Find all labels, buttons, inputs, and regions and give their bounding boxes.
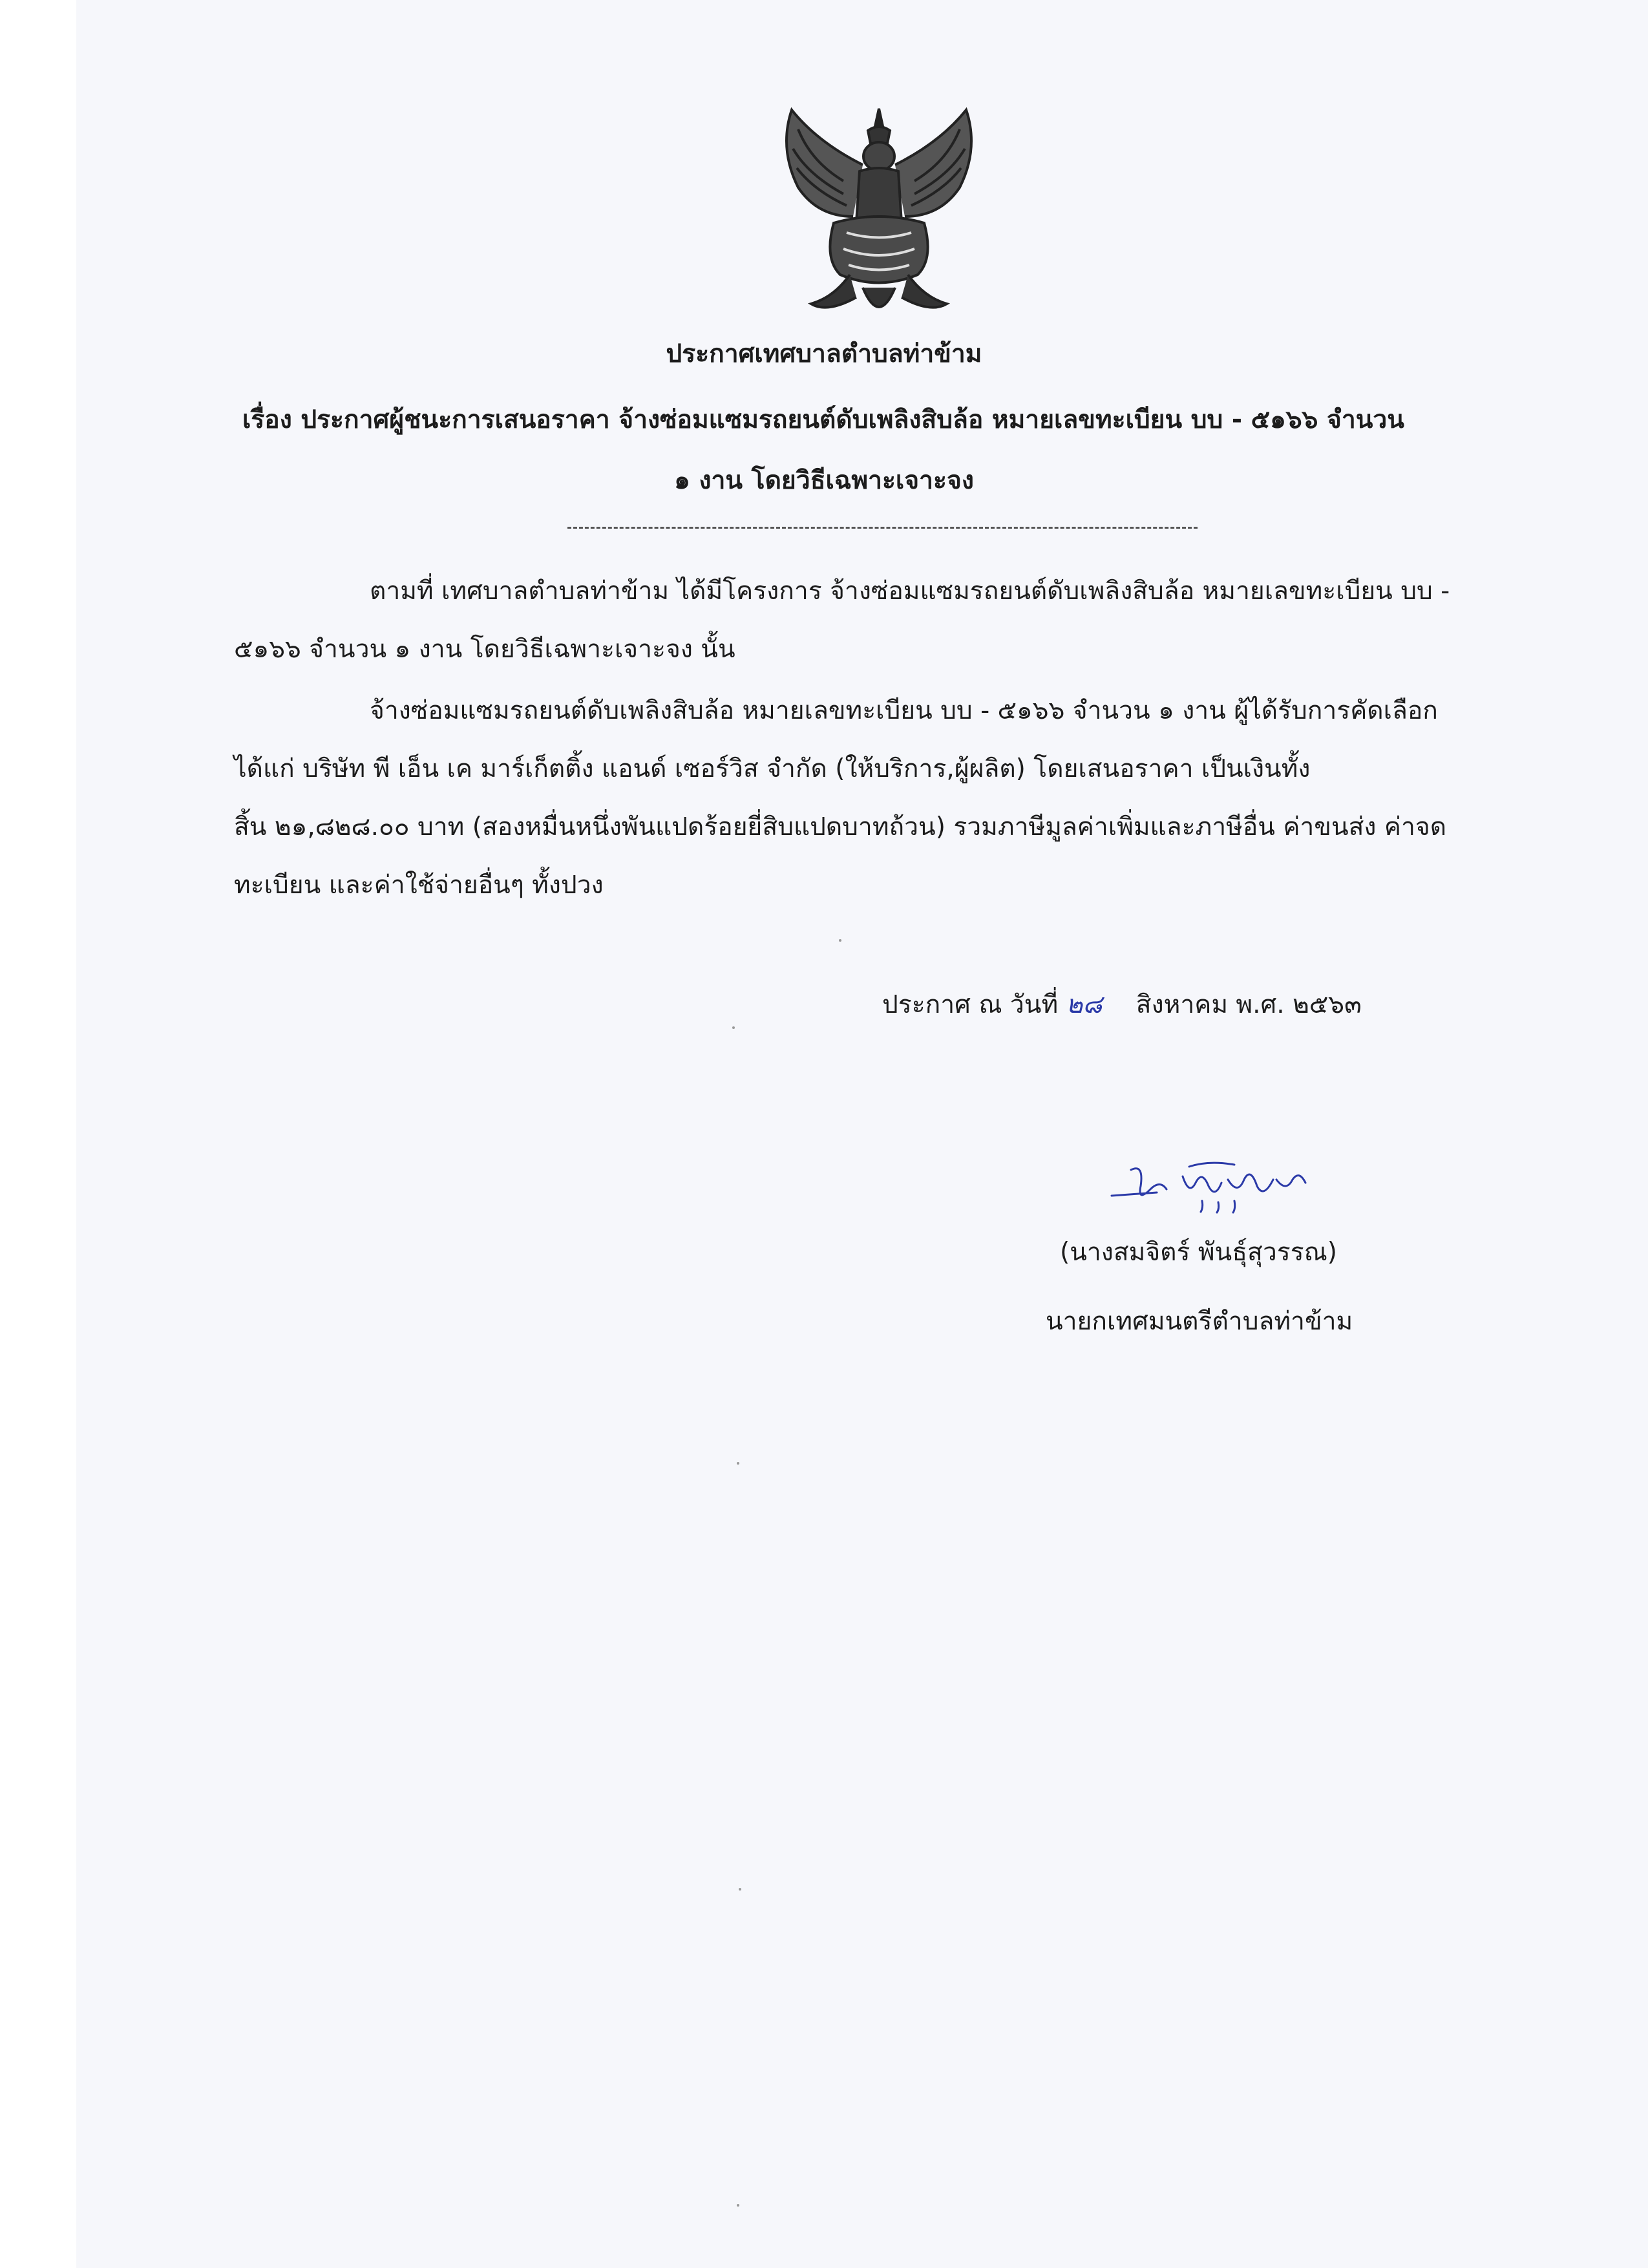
announcement-prefix: ประกาศ ณ วันที่ [882, 990, 1059, 1019]
document-title: ประกาศเทศบาลตำบลท่าข้าม [666, 339, 982, 368]
announcement-day: ๒๘ [1066, 990, 1103, 1019]
paragraph-2-line-4: ทะเบียน และค่าใช้จ่ายอื่นๆ ทั้งปวง [234, 871, 604, 900]
scan-speck [737, 2204, 739, 2207]
scan-speck [737, 1462, 739, 1465]
paragraph-1-line-2: ๕๑๖๖ จำนวน ๑ งาน โดยวิธีเฉพาะเจาะจง นั้น [234, 635, 735, 664]
signatory-name: (นางสมจิตร์ พันธุ์สุวรรณ) [1060, 1238, 1338, 1267]
divider [567, 527, 1198, 529]
scan-speck [732, 1026, 735, 1029]
garuda-emblem-icon [772, 103, 986, 326]
handwritten-signature-icon [1105, 1150, 1312, 1222]
scan-speck [739, 1888, 741, 1891]
paragraph-2-line-2: ได้แก่ บริษัท พี เอ็น เค มาร์เก็ตติ้ง แอนด์ เซอร์วิส จำกัด (ให้บริการ,ผู้ผลิต) โดยเสนอราคา เป็นเงินทั้ง [234, 754, 1311, 783]
announcement-month-year: สิงหาคม พ.ศ. ๒๕๖๓ [1136, 990, 1362, 1019]
subject-line-1: เรื่อง ประกาศผู้ชนะการเสนอราคา จ้างซ่อมแซมรถยนต์ดับเพลิงสิบล้อ หมายเลขทะเบียน บบ - ๕๑๖๖ จำนวน [242, 405, 1404, 434]
announcement-date [882, 992, 1362, 1017]
paragraph-2-line-1: จ้างซ่อมแซมรถยนต์ดับเพลิงสิบล้อ หมายเลขทะเบียน บบ - ๕๑๖๖ จำนวน ๑ งาน ผู้ได้รับการคัดเลือก [370, 696, 1438, 725]
paragraph-2-line-3: สิ้น ๒๑,๘๒๘.๐๐ บาท (สองหมื่นหนึ่งพันแปดร้อยยี่สิบแปดบาทถ้วน) รวมภาษีมูลค่าเพิ่มและภาษีอื่น ค่าขนส่ง ค่าจด [234, 812, 1447, 842]
signatory-position: นายกเทศมนตรีตำบลท่าข้าม [1046, 1307, 1353, 1336]
page-margin [0, 0, 76, 2268]
paragraph-1-line-1: ตามที่ เทศบาลตำบลท่าข้าม ได้มีโครงการ จ้างซ่อมแซมรถยนต์ดับเพลิงสิบล้อ หมายเลขทะเบียน บบ - [370, 577, 1450, 606]
subject-line-2: ๑ งาน โดยวิธีเฉพาะเจาะจง [674, 466, 974, 495]
scan-speck [839, 939, 841, 942]
